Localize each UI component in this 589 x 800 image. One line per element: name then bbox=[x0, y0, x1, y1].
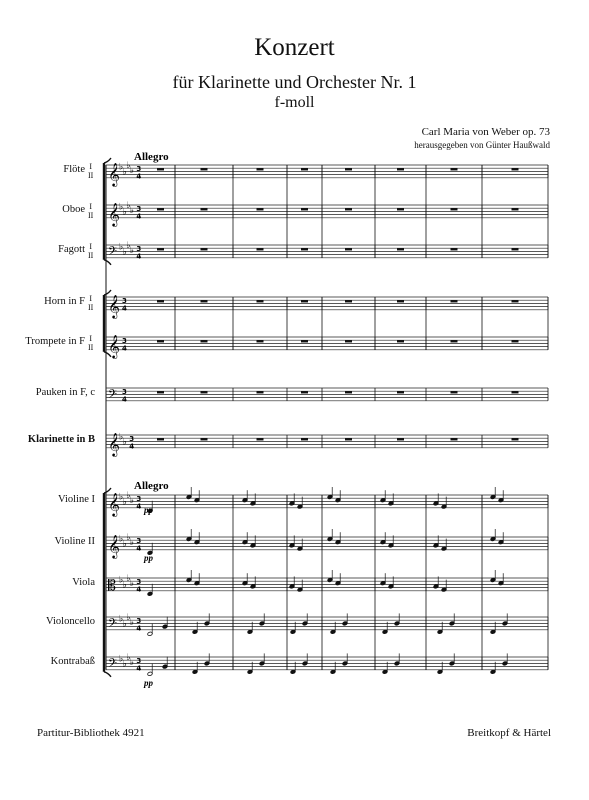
time-signature-numerator: 3 bbox=[129, 434, 135, 443]
instrument-label: Oboe bbox=[62, 204, 85, 216]
flat-sign: ♭ bbox=[119, 242, 124, 253]
whole-rest bbox=[301, 340, 308, 342]
whole-rest bbox=[201, 391, 208, 393]
whole-rest bbox=[451, 391, 458, 393]
instrument-label: Pauken in F, c bbox=[35, 387, 95, 399]
whole-rest bbox=[201, 208, 208, 210]
whole-rest bbox=[157, 208, 164, 210]
whole-rest bbox=[451, 248, 458, 250]
whole-rest bbox=[201, 340, 208, 342]
subtitle: für Klarinette und Orchester Nr. 1 bbox=[172, 72, 417, 92]
instrument-label: Viola bbox=[72, 577, 95, 589]
flat-sign: ♭ bbox=[129, 537, 135, 548]
whole-rest bbox=[345, 248, 352, 250]
treble-clef: 𝄞 bbox=[108, 201, 120, 226]
flat-sign: ♭ bbox=[122, 437, 127, 448]
whole-rest bbox=[345, 168, 352, 170]
time-signature-numerator: 3 bbox=[136, 204, 142, 213]
flat-sign: ♭ bbox=[122, 659, 127, 670]
time-signature-denominator: 4 bbox=[122, 395, 127, 404]
whole-rest bbox=[451, 208, 458, 210]
flat-sign: ♭ bbox=[129, 205, 135, 216]
flat-sign: ♭ bbox=[122, 247, 127, 258]
whole-rest bbox=[397, 391, 404, 393]
whole-rest bbox=[157, 248, 164, 250]
flat-sign: ♭ bbox=[119, 614, 124, 625]
bass-clef: 𝄢 bbox=[108, 656, 118, 673]
instrument-label: Trompete in F bbox=[25, 336, 85, 348]
whole-rest bbox=[257, 340, 264, 342]
flat-sign: ♭ bbox=[129, 165, 135, 176]
instrument-label: Kontrabaß bbox=[50, 656, 95, 668]
treble-clef: 𝄞 bbox=[108, 491, 120, 516]
time-signature-numerator: 3 bbox=[136, 494, 142, 503]
whole-rest bbox=[257, 438, 264, 440]
whole-rest bbox=[512, 438, 519, 440]
whole-rest bbox=[451, 340, 458, 342]
flat-sign: ♭ bbox=[122, 167, 127, 178]
instrument-label: Horn in F bbox=[44, 296, 85, 308]
whole-rest bbox=[397, 168, 404, 170]
tempo-marking: Allegro bbox=[134, 480, 169, 492]
whole-rest bbox=[301, 248, 308, 250]
whole-rest bbox=[201, 438, 208, 440]
time-signature-denominator: 4 bbox=[136, 624, 142, 633]
flat-sign: ♭ bbox=[126, 533, 131, 543]
flat-sign: ♭ bbox=[129, 657, 135, 668]
instrument-label: Violine II bbox=[54, 536, 95, 548]
time-signature-numerator: 3 bbox=[122, 387, 127, 396]
flat-sign: ♭ bbox=[119, 162, 124, 173]
whole-rest bbox=[397, 248, 404, 250]
whole-rest bbox=[512, 248, 519, 250]
whole-rest bbox=[257, 168, 264, 170]
whole-rest bbox=[512, 391, 519, 393]
whole-rest bbox=[301, 391, 308, 393]
time-signature-denominator: 4 bbox=[129, 442, 135, 451]
whole-rest bbox=[201, 300, 208, 302]
flat-sign: ♭ bbox=[126, 161, 131, 171]
treble-clef: 𝄞 bbox=[108, 431, 120, 456]
bass-clef: 𝄢 bbox=[108, 387, 118, 404]
whole-rest bbox=[157, 438, 164, 440]
whole-rest bbox=[397, 438, 404, 440]
time-signature-denominator: 4 bbox=[136, 172, 142, 181]
time-signature-denominator: 4 bbox=[136, 585, 142, 594]
footer-publisher: Breitkopf & Härtel bbox=[467, 727, 551, 739]
instrument-label: Violoncello bbox=[46, 616, 95, 628]
flat-sign: ♭ bbox=[119, 432, 124, 443]
part-numerals: I II bbox=[88, 242, 94, 261]
whole-rest bbox=[157, 391, 164, 393]
time-signature-denominator: 4 bbox=[136, 544, 142, 553]
bass-clef: 𝄢 bbox=[108, 244, 118, 261]
whole-rest bbox=[157, 168, 164, 170]
whole-rest bbox=[301, 438, 308, 440]
whole-rest bbox=[397, 340, 404, 342]
flat-sign: ♭ bbox=[122, 619, 127, 630]
whole-rest bbox=[512, 300, 519, 302]
whole-rest bbox=[345, 340, 352, 342]
time-signature-numerator: 3 bbox=[122, 336, 127, 345]
time-signature-denominator: 4 bbox=[136, 252, 142, 261]
dynamic-marking: pp bbox=[144, 553, 153, 563]
part-numerals: I II bbox=[88, 294, 94, 313]
whole-rest bbox=[201, 248, 208, 250]
time-signature-denominator: 4 bbox=[136, 212, 142, 221]
treble-clef: 𝄞 bbox=[108, 161, 120, 186]
time-signature-denominator: 4 bbox=[122, 304, 127, 313]
whole-rest bbox=[257, 300, 264, 302]
flat-sign: ♭ bbox=[119, 534, 124, 545]
flat-sign: ♭ bbox=[129, 617, 135, 628]
whole-rest bbox=[157, 300, 164, 302]
whole-rest bbox=[512, 168, 519, 170]
time-signature-denominator: 4 bbox=[122, 344, 127, 353]
whole-rest bbox=[301, 208, 308, 210]
part-numerals: I II bbox=[88, 162, 94, 181]
key-label: f-moll bbox=[274, 94, 315, 111]
flat-sign: ♭ bbox=[129, 245, 135, 256]
flat-sign: ♭ bbox=[126, 613, 131, 623]
whole-rest bbox=[451, 168, 458, 170]
tempo-marking: Allegro bbox=[134, 151, 169, 163]
flat-sign: ♭ bbox=[119, 654, 124, 665]
whole-rest bbox=[345, 208, 352, 210]
flat-sign: ♭ bbox=[122, 539, 127, 550]
time-signature-numerator: 3 bbox=[136, 536, 142, 545]
part-numerals: I II bbox=[88, 334, 94, 353]
whole-rest bbox=[512, 340, 519, 342]
treble-clef: 𝄞 bbox=[108, 293, 120, 318]
whole-rest bbox=[257, 248, 264, 250]
whole-rest bbox=[301, 300, 308, 302]
flat-sign: ♭ bbox=[122, 207, 127, 218]
instrument-label: Violine I bbox=[58, 494, 95, 506]
alto-clef: 𝄡 bbox=[108, 577, 116, 594]
title: Konzert bbox=[254, 34, 335, 61]
whole-rest bbox=[397, 208, 404, 210]
whole-rest bbox=[512, 208, 519, 210]
composer: Carl Maria von Weber op. 73 bbox=[421, 126, 550, 138]
instrument-label: Klarinette in B bbox=[27, 434, 95, 446]
bass-clef: 𝄢 bbox=[108, 616, 118, 633]
flat-sign: ♭ bbox=[119, 202, 124, 213]
dynamic-marking: pp bbox=[144, 678, 153, 688]
time-signature-numerator: 3 bbox=[136, 577, 142, 586]
instrument-label: Flöte bbox=[63, 164, 85, 176]
treble-clef: 𝄞 bbox=[108, 533, 120, 558]
flat-sign: ♭ bbox=[126, 574, 131, 584]
flat-sign: ♭ bbox=[129, 495, 135, 506]
whole-rest bbox=[451, 300, 458, 302]
flat-sign: ♭ bbox=[122, 580, 127, 591]
whole-rest bbox=[345, 300, 352, 302]
flat-sign: ♭ bbox=[119, 492, 124, 503]
editor: herausgegeben von Günter Haußwald bbox=[414, 140, 550, 150]
flat-sign: ♭ bbox=[122, 497, 127, 508]
time-signature-denominator: 4 bbox=[136, 502, 142, 511]
flat-sign: ♭ bbox=[126, 653, 131, 663]
whole-rest bbox=[451, 438, 458, 440]
whole-rest bbox=[345, 391, 352, 393]
flat-sign: ♭ bbox=[126, 491, 131, 501]
footer-catalog: Partitur-Bibliothek 4921 bbox=[37, 727, 145, 739]
time-signature-denominator: 4 bbox=[136, 664, 142, 673]
time-signature-numerator: 3 bbox=[136, 164, 142, 173]
treble-clef: 𝄞 bbox=[108, 333, 120, 358]
dynamic-marking: pp bbox=[144, 505, 153, 515]
time-signature-numerator: 3 bbox=[122, 296, 127, 305]
flat-sign: ♭ bbox=[126, 201, 131, 211]
flat-sign: ♭ bbox=[126, 241, 131, 251]
flat-sign: ♭ bbox=[119, 575, 124, 586]
whole-rest bbox=[157, 340, 164, 342]
time-signature-numerator: 3 bbox=[136, 656, 142, 665]
whole-rest bbox=[201, 168, 208, 170]
part-numerals: I II bbox=[88, 202, 94, 221]
whole-rest bbox=[257, 391, 264, 393]
whole-rest bbox=[257, 208, 264, 210]
instrument-label: Fagott bbox=[58, 244, 85, 256]
whole-rest bbox=[397, 300, 404, 302]
whole-rest bbox=[345, 438, 352, 440]
flat-sign: ♭ bbox=[129, 578, 135, 589]
time-signature-numerator: 3 bbox=[136, 244, 142, 253]
whole-rest bbox=[301, 168, 308, 170]
time-signature-numerator: 3 bbox=[136, 616, 142, 625]
